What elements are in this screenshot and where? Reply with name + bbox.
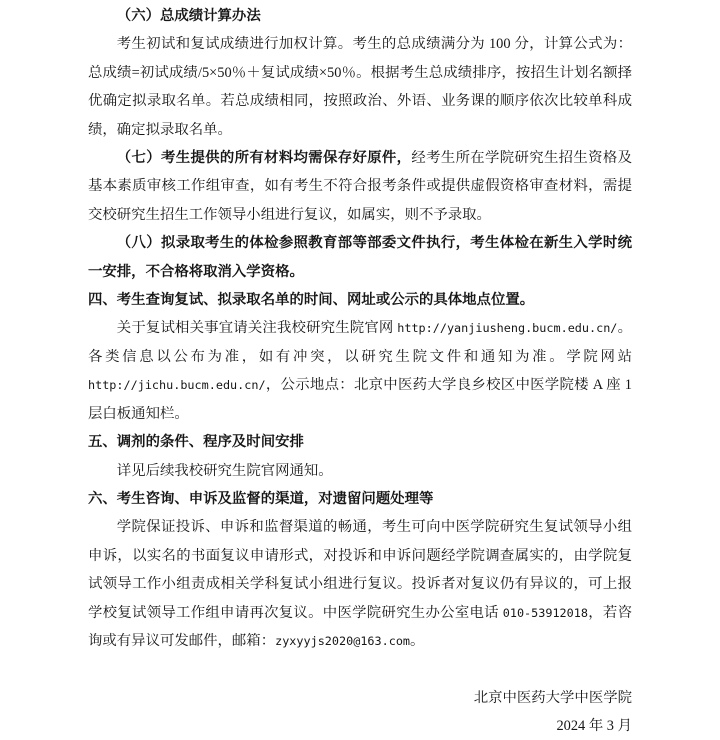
para-query-locations <box>88 314 632 428</box>
para-materials-body: 经考生所在学院研究生招生资格及基本素质审核工作组审查，如有考生不符合报考条件或提供虚假资格审查材料，需提交校研究生招生工作领导小组进行复议，如属实，则不予录取。 <box>88 150 632 223</box>
para-materials-original <box>88 144 632 229</box>
section-heading-five-adjustment: 五、调剂的条件、程序及时间安排 <box>88 434 304 451</box>
para-query-text-3: ，公示地点：北京中医药大学良乡校区中医学院楼 A 座 1 层白板通知栏。 <box>88 377 632 422</box>
para-materials-bold-lead: （七）考生提供的所有材料均需保存好原件， <box>116 150 412 167</box>
para-query-text-1: 关于复试相关事宜请关注我校研究生院官网 <box>116 320 398 337</box>
college-website-url-link[interactable]: http://jichu.bucm.edu.cn/ <box>88 378 266 393</box>
office-phone-number: 010-53912018 <box>502 605 588 620</box>
section-heading-six-score-method: （六）总成绩计算办法 <box>116 8 261 24</box>
signature-organization: 北京中医药大学中医学院 <box>473 689 632 706</box>
para-query-text-2: 。各类信息以公布为准，如有冲突，以研究生院文件和通知为准。学院网站 <box>88 320 632 365</box>
para-appeal-text-1: 学院保证投诉、申诉和监督渠道的畅通，考生可向中医学院研究生复试领导小组申诉，以实名的书面复议申请形式，对投诉和申诉问题经学院调查属实的，由学院复试领导工作小组责成相关学科复试小组进行复议。投诉者对复议仍有异议的，可上报学校复试领导工作组申请再次复议。中医学院研究生办公室电话 <box>88 519 632 621</box>
para-adjustment-notice: 详见后续我校研究生院官网通知。 <box>116 462 333 479</box>
para-appeal-process <box>88 513 632 655</box>
para-total-score-calculation: 考生初试和复试成绩进行加权计算。考生的总成绩满分为 100 分，计算公式为：总成绩=初试成绩/5×50％＋复试成绩×50％。根据考生总成绩排序，按招生计划名额择优确定拟录取名单。若总成绩相同，按照政治、外语、业务课的顺序依次比较单科成绩，确定拟录取名单。 <box>88 36 632 138</box>
graduate-school-url-link[interactable]: http://yanjiusheng.bucm.edu.cn/ <box>397 321 618 336</box>
signature-block <box>88 684 632 740</box>
section-heading-four-query-info: 四、考生查询复试、拟录取名单的时间、网址或公示的具体地点位置。 <box>88 292 535 309</box>
contact-email-address[interactable]: zyxyyjs2020@163.com <box>275 633 411 648</box>
para-physical-exam: （八）拟录取考生的体检参照教育部等部委文件执行，考生体检在新生入学时统一安排，不合格将取消入学资格。 <box>88 235 632 280</box>
signature-date: 2024 年 3 月 <box>556 718 632 735</box>
para-appeal-text-2: ，若咨询或有异议可发邮件，邮箱： <box>88 604 632 649</box>
para-appeal-text-3: 。 <box>410 632 425 649</box>
section-heading-six-appeal-channels: 六、考生咨询、申诉及监督的渠道，对遗留问题处理等 <box>88 490 434 507</box>
